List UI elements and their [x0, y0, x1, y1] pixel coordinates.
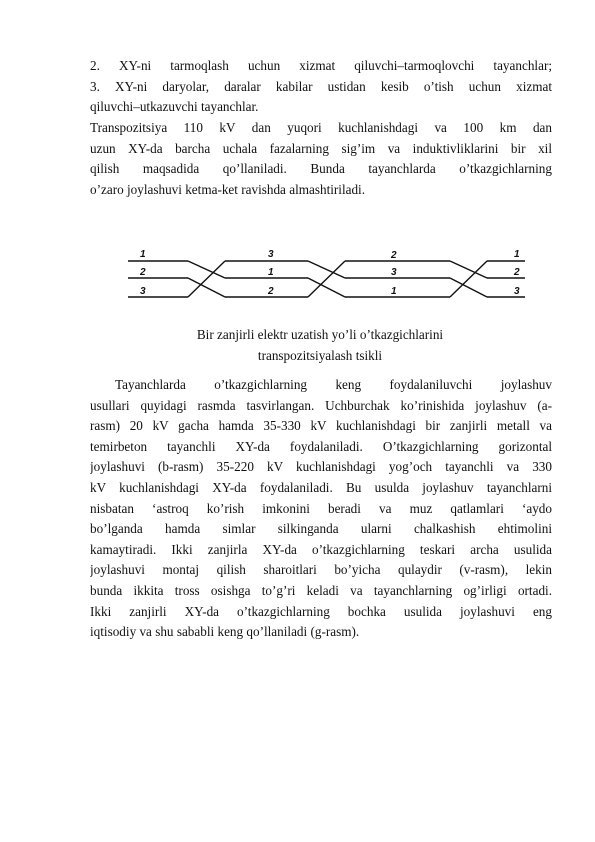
text-line: Ikki zanjirli XY-da o’tkazgichlarning bochka usulida joylashuvi eng: [90, 603, 552, 619]
crossing-line: [308, 261, 345, 297]
crossing-line: [450, 261, 487, 297]
text-line: nisbatan ‘astroq ko’rish imkonini beradi va muz qatlamlari ‘aydo: [90, 500, 552, 516]
caption-line: transpozitsiyalash tsikli: [257, 347, 383, 363]
crossing-line: [188, 278, 225, 297]
text-line: joylashuvi montaj qilish sharoitlari bo’yicha qulaydir (v-rasm), lekin: [90, 562, 552, 578]
conductor-lines: [128, 261, 525, 297]
phase-label: 1: [391, 286, 397, 297]
text-line: usullari quyidagi rasmda tasvirlangan. Uchburchak ko’rinishida joylashuv (a-: [90, 397, 552, 413]
paragraph-transposition: [90, 118, 552, 200]
text-line: rasm) 20 kV gacha hamda 35-330 kV kuchlanishdagi bir zanjirli metall va: [90, 418, 552, 434]
crossing-line: [308, 278, 345, 297]
phase-label: 2: [268, 286, 274, 297]
paragraph-conductor-arrangement: [90, 375, 552, 643]
crossing-line: [188, 261, 225, 297]
text-line: Transpozitsiya 110 kV dan yuqori kuchlanishdagi va 100 km dan: [90, 120, 552, 135]
phase-label: 1: [514, 249, 520, 260]
text-line: temirbeton tayanchli XY-da foydalaniladi. O’tkazgichlarning gorizontal: [90, 438, 552, 454]
transposition-diagram: [120, 240, 535, 310]
text-line: iqtisodiy va shu sababli keng qo’llaniladi (g-rasm).: [90, 624, 360, 640]
phase-label: 2: [140, 267, 146, 278]
list-item-3: 3. XY-ni daryolar, daralar kabilar ustidan kesib o’tish uchun xizmat: [90, 78, 552, 94]
phase-label: 2: [391, 250, 397, 261]
text-line: kV kuchlanishdagi XY-da foydalaniladi. Bu usulda joylashuv tayanchlarni: [90, 479, 552, 495]
figure-caption: [0, 325, 595, 366]
phase-label: 3: [514, 286, 520, 297]
list-item-2: 2. XY-ni tarmoqlash uchun xizmat qiluvchi–tarmoqlovchi tayanchlar;: [90, 58, 552, 73]
crossing-line: [188, 261, 225, 278]
phase-label: 3: [391, 267, 397, 278]
caption-line: Bir zanjirli elektr uzatish yo’li o’tkazgichlarini: [196, 327, 444, 342]
text-line: uzun XY-da barcha uchala fazalarning sig’im va induktivliklarini bir xil: [90, 140, 552, 156]
crossing-line: [450, 278, 487, 297]
list-item-3-continued: qiluvchi–utkazuvchi tayanchlar.: [90, 99, 259, 115]
phase-label: 3: [140, 286, 146, 297]
text-line: bo’lganda hamda simlar silkinganda ularni chalkashish ehtimolini: [90, 521, 552, 537]
text-line: qilish maqsadida qo’llaniladi. Bunda tayanchlarda o’tkazgichlarning: [90, 161, 552, 177]
text-line: joylashuvi (b-rasm) 35-220 kV kuchlanishdagi yog’och tayanchli va 330: [90, 459, 552, 475]
phase-label: 2: [514, 267, 520, 278]
phase-label: 3: [268, 249, 274, 260]
text-line: o’zaro joylashuvi ketma-ket ravishda almashtiriladi.: [90, 181, 366, 197]
phase-label: 1: [268, 267, 274, 278]
crossing-line: [450, 261, 487, 278]
text-line: kamaytiradi. Ikki zanjirla XY-da o’tkazgichlarning teskari archa usulida: [90, 541, 552, 557]
intro-list: [90, 56, 552, 118]
text-line: bunda ikkita tross osishga to’g’ri keladi va tayanchlarning og’irligi ortadi.: [90, 582, 552, 598]
text-line: Tayanchlarda o’tkazgichlarning keng foydalaniluvchi joylashuv: [115, 377, 552, 392]
crossing-line: [308, 261, 345, 278]
phase-label: 1: [140, 249, 146, 260]
